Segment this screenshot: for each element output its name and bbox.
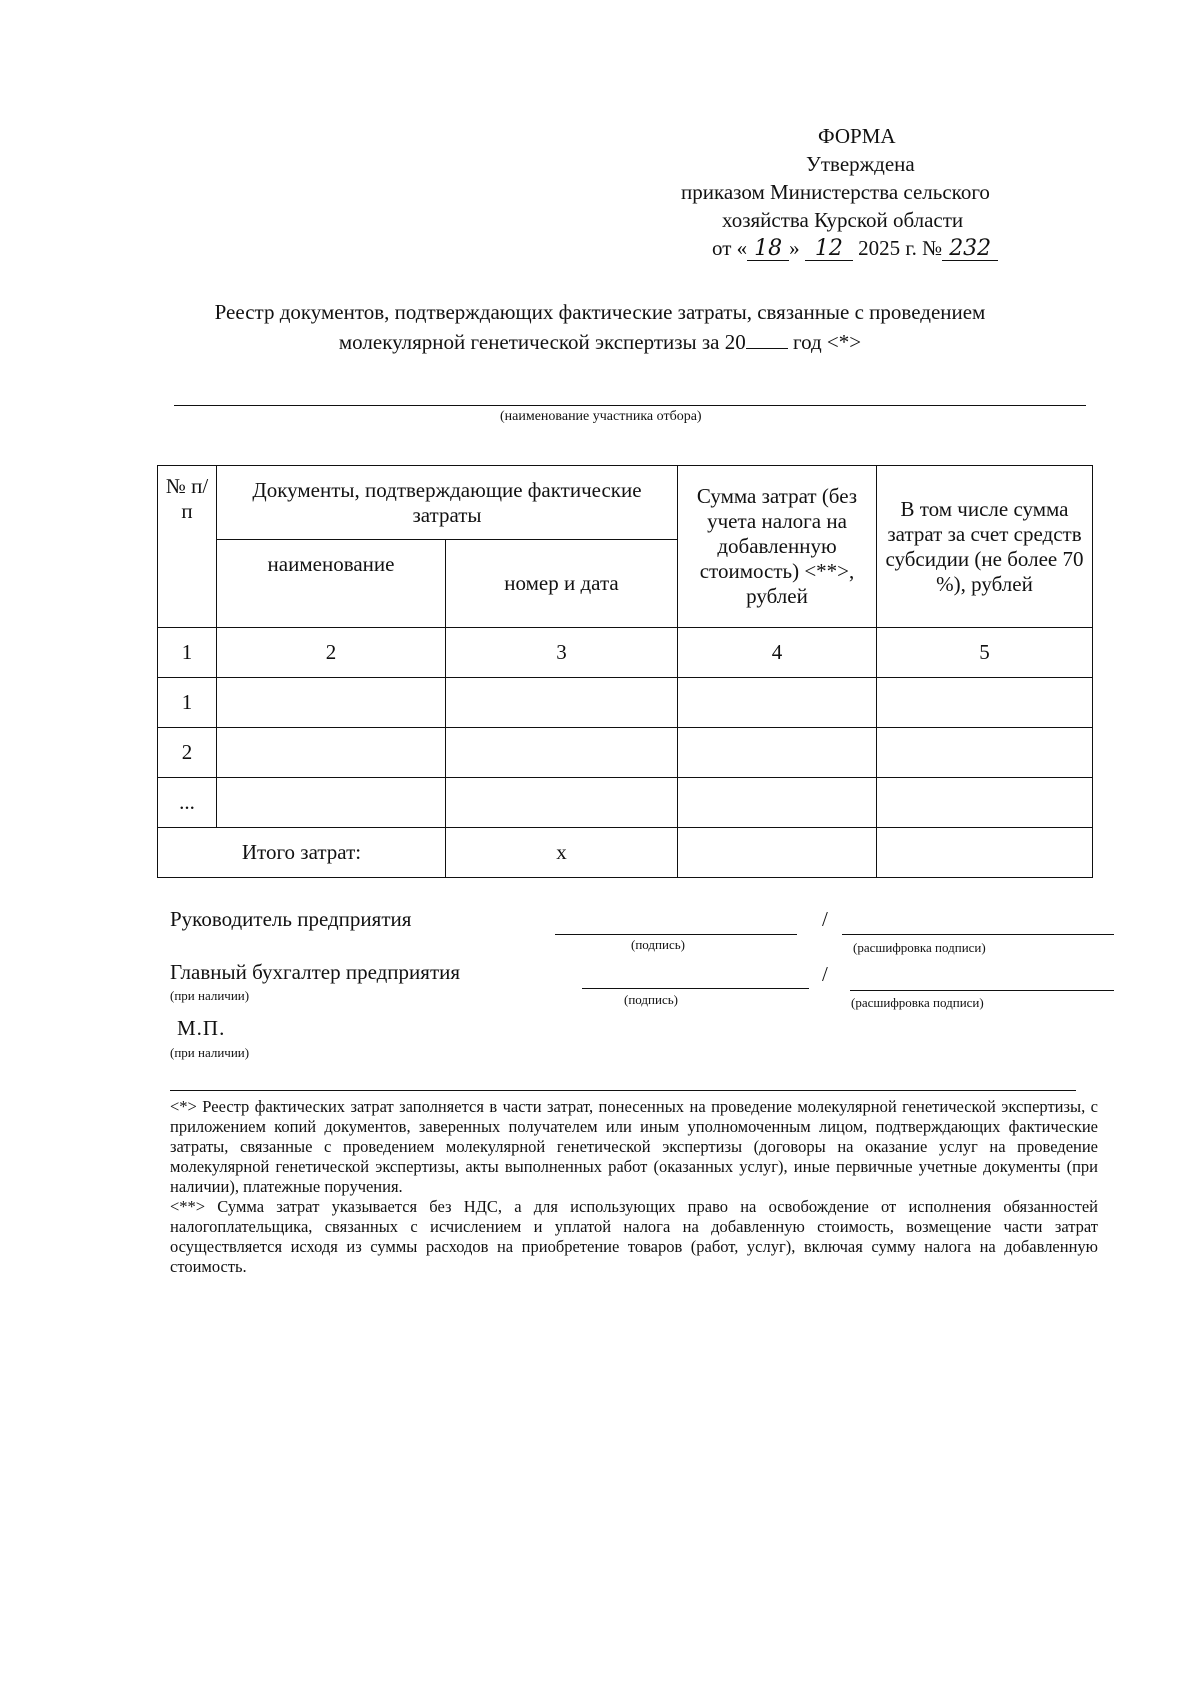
date-mid: » [789, 236, 800, 260]
table-header-row-1 [158, 466, 1093, 540]
order-line-1: приказом Министерства сельского [681, 180, 990, 204]
table-cell [877, 728, 1093, 778]
table-cell [217, 778, 446, 828]
index-cell: 4 [678, 628, 877, 678]
stamp-label: М.П. [177, 1016, 226, 1040]
total-label: Итого затрат: [158, 828, 446, 878]
table-total-row [158, 828, 1093, 878]
accountant-separator: / [822, 962, 828, 986]
table-row [158, 678, 1093, 728]
table-row [158, 728, 1093, 778]
table-cell [446, 678, 678, 728]
table-cell [678, 678, 877, 728]
footnote-separator [170, 1090, 1076, 1091]
participant-caption: (наименование участника отбора) [500, 409, 702, 424]
accountant-signature-caption: (подпись) [624, 992, 678, 1007]
accountant-decoding-caption: (расшифровка подписи) [851, 995, 984, 1010]
accountant-label: Главный бухгалтер предприятия [170, 960, 461, 984]
order-number-handwritten: 232 [942, 238, 998, 261]
table-row [158, 778, 1093, 828]
footnote-2: <**> Сумма затрат указывается без НДС, а для использующих право на освобождение от исполнения обязанностей налогоплательщика, связанных с исчислением и уплатой налога на добавленную стоимость, возмещение части затрат осуществляется исходя из суммы расходов на приобретение товаров (работ, услуг), включая сумму налога на добавленную стоимость. [170, 1197, 1098, 1276]
title-line-1: Реестр документов, подтверждающих фактические затраты, связанные с проведением [214, 300, 986, 324]
head-signature-line [555, 934, 797, 935]
table-cell [678, 778, 877, 828]
title-line-2-end: год <*> [793, 330, 862, 354]
head-signature-caption: (подпись) [631, 937, 685, 952]
head-decoding-caption: (расшифровка подписи) [853, 940, 986, 955]
stamp-note: (при наличии) [170, 1045, 250, 1060]
accountant-signature-line [582, 988, 809, 989]
date-prefix: от « [712, 236, 748, 260]
order-date-line [712, 236, 998, 261]
table-index-row [158, 628, 1093, 678]
total-subsidy-cell [877, 828, 1093, 878]
order-line-2: хозяйства Курской области [722, 208, 964, 232]
title-line-2 [0, 327, 1200, 357]
head-label: Руководитель предприятия [170, 907, 412, 931]
table-cell [217, 678, 446, 728]
index-cell: 2 [217, 628, 446, 678]
form-label: ФОРМА [818, 124, 896, 148]
row-number: ... [158, 778, 217, 828]
index-cell: 5 [877, 628, 1093, 678]
table-cell [446, 778, 678, 828]
index-cell: 1 [158, 628, 217, 678]
approved-label: Утверждена [806, 152, 915, 176]
header-documents: Документы, подтверждающие фактические затраты [217, 466, 678, 540]
accountant-note: (при наличии) [170, 988, 250, 1003]
accountant-decoding-line [850, 990, 1114, 991]
table-cell [678, 728, 877, 778]
date-month-handwritten: 12 [805, 238, 853, 261]
title-line-2-start: молекулярной генетической экспертизы за 20 [338, 330, 746, 354]
total-sum-cell [678, 828, 877, 878]
table-cell [217, 728, 446, 778]
index-cell: 3 [446, 628, 678, 678]
header-number: № п/п [158, 466, 217, 628]
document-title [0, 297, 1200, 357]
costs-register-table [157, 465, 1093, 878]
header-sum: Сумма затрат (без учета налога на добавленную стоимость) <**>, рублей [678, 466, 877, 628]
total-x: х [446, 828, 678, 878]
header-subsidy: В том числе сумма затрат за счет средств субсидии (не более 70 %), рублей [877, 466, 1093, 628]
participant-name-line [174, 405, 1086, 406]
table-cell [877, 778, 1093, 828]
table-cell [877, 678, 1093, 728]
row-number: 2 [158, 728, 217, 778]
head-decoding-line [842, 934, 1114, 935]
footnotes [170, 1097, 1098, 1277]
header-doc-name: наименование [217, 540, 446, 628]
date-year: 2025 г. № [858, 236, 943, 260]
head-separator: / [822, 907, 828, 931]
table-cell [446, 728, 678, 778]
year-blank [746, 348, 788, 349]
header-doc-number-date: номер и дата [446, 540, 678, 628]
row-number: 1 [158, 678, 217, 728]
footnote-1: <*> Реестр фактических затрат заполняется в части затрат, понесенных на проведение молекулярной генетической экспертизы, с приложением копий документов, заверенных получателем или иным уполномоченным лицом, подтверждающих фактические затраты, связанные с проведением молекулярной генетической экспертизы (договоры на оказание услуг на проведение молекулярной генетической экспертизы, акты выполненных работ (оказанных услуг), иные первичные учетные документы (при наличии), платежные поручения. [170, 1097, 1098, 1196]
date-day-handwritten: 18 [747, 238, 789, 261]
